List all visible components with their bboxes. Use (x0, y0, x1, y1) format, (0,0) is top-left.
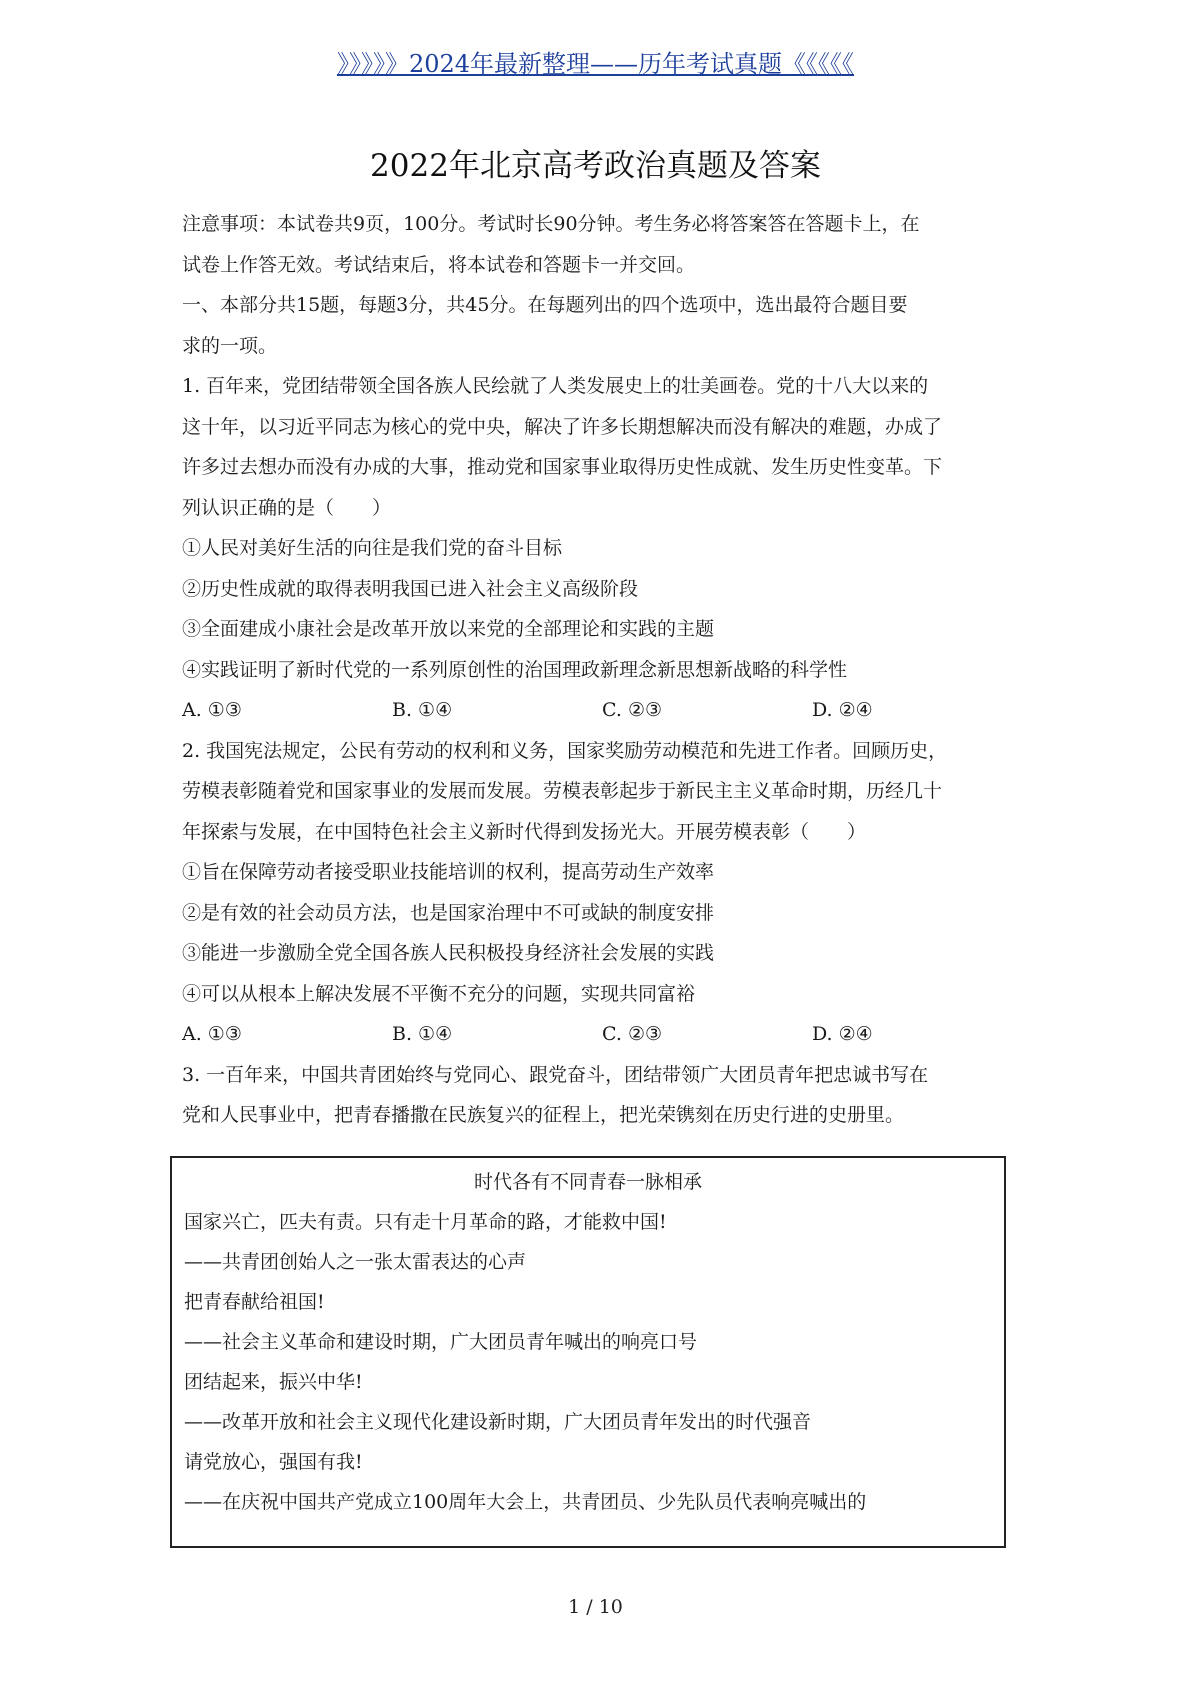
question-2-stem: 年探索与发展，在中国特色社会主义新时代得到发扬光大。开展劳模表彰（ ） (182, 820, 867, 843)
material-line: ——改革开放和社会主义现代化建设新时期，广大团员青年发出的时代强音 (184, 1411, 812, 1433)
material-line: ——在庆祝中国共产党成立100周年大会上，共青团员、少先队员代表响亮喊出的 (184, 1491, 867, 1513)
option-b: B. ①④ (392, 699, 453, 721)
material-line: ——社会主义革命和建设时期，广大团员青年喊出的响亮口号 (184, 1331, 698, 1353)
question-1-item: ①人民对美好生活的向往是我们党的奋斗目标 (182, 537, 563, 559)
option-b: B. ①④ (392, 1023, 453, 1045)
option-c: C. ②③ (602, 1023, 663, 1045)
section-instruction: 求的一项。 (182, 334, 278, 357)
question-1-stem: 列认识正确的是（ ） (182, 496, 392, 519)
question-2-options (182, 1014, 1022, 1055)
question-1-stem: 许多过去想办而没有办成的大事，推动党和国家事业取得历史性成就、发生历史性变革。下 (182, 456, 943, 478)
banner-link[interactable]: 》》》》》2024年最新整理——历年考试真题《《《《《 (336, 50, 855, 78)
material-box-title: 时代各有不同青春一脉相承 (473, 1171, 702, 1193)
option-d: D. ②④ (812, 699, 873, 721)
notice-line: 试卷上作答无效。考试结束后，将本试卷和答题卡一并交回。 (182, 253, 696, 276)
exam-body (182, 204, 1022, 1136)
notice-line: 注意事项：本试卷共9页，100分。考试时长90分钟。考生务必将答案答在答题卡上，在 (182, 213, 920, 235)
question-1-stem: 1. 百年来，党团结带领全国各族人民绘就了人类发展史上的壮美画卷。党的十八大以来的 (182, 375, 929, 397)
question-2-item: ③能进一步激励全党全国各族人民积极投身经济社会发展的实践 (182, 942, 715, 964)
question-3-stem: 3. 一百年来，中国共青团始终与党同心、跟党奋斗，团结带领广大团员青年把忠诚书写在 (182, 1063, 929, 1086)
question-2-stem: 2. 我国宪法规定，公民有劳动的权利和义务，国家奖励劳动模范和先进工作者。回顾历史， (182, 739, 948, 762)
material-line: 团结起来，振兴中华! (184, 1371, 363, 1393)
material-line: 把青春献给祖国! (184, 1291, 325, 1313)
question-2-item: ①旨在保障劳动者接受职业技能培训的权利，提高劳动生产效率 (182, 861, 715, 883)
question-1-item: ②历史性成就的取得表明我国已进入社会主义高级阶段 (182, 577, 639, 600)
option-a: A. ①③ (182, 1023, 242, 1045)
option-c: C. ②③ (602, 699, 663, 721)
material-box (170, 1156, 1006, 1548)
option-a: A. ①③ (182, 699, 242, 721)
question-2-item: ④可以从根本上解决发展不平衡不充分的问题，实现共同富裕 (182, 982, 696, 1005)
option-d: D. ②④ (812, 1023, 873, 1045)
section-instruction: 一、本部分共15题，每题3分，共45分。在每题列出的四个选项中，选出最符合题目要 (182, 294, 908, 316)
question-1-item: ④实践证明了新时代党的一系列原创性的治国理政新理念新思想新战略的科学性 (182, 658, 848, 681)
material-line: 请党放心，强国有我! (184, 1451, 363, 1473)
material-line: ——共青团创始人之一张太雷表达的心声 (184, 1251, 527, 1273)
question-1-stem: 这十年，以习近平同志为核心的党中央，解决了许多长期想解决而没有解决的难题，办成了 (182, 415, 943, 438)
question-2-stem: 劳模表彰随着党和国家事业的发展而发展。劳模表彰起步于新民主主义革命时期，历经几十 (182, 780, 943, 802)
question-1-options (182, 690, 1022, 731)
question-1-item: ③全面建成小康社会是改革开放以来党的全部理论和实践的主题 (182, 618, 715, 640)
material-line: 国家兴亡，匹夫有责。只有走十月革命的路，才能救中国! (184, 1211, 667, 1233)
page-title: 2022年北京高考政治真题及答案 (370, 148, 821, 184)
question-3-stem: 党和人民事业中，把青春播撒在民族复兴的征程上，把光荣镌刻在历史行进的史册里。 (182, 1104, 905, 1126)
question-2-item: ②是有效的社会动员方法，也是国家治理中不可或缺的制度安排 (182, 901, 715, 924)
page-number: 1 / 10 (568, 1596, 623, 1618)
